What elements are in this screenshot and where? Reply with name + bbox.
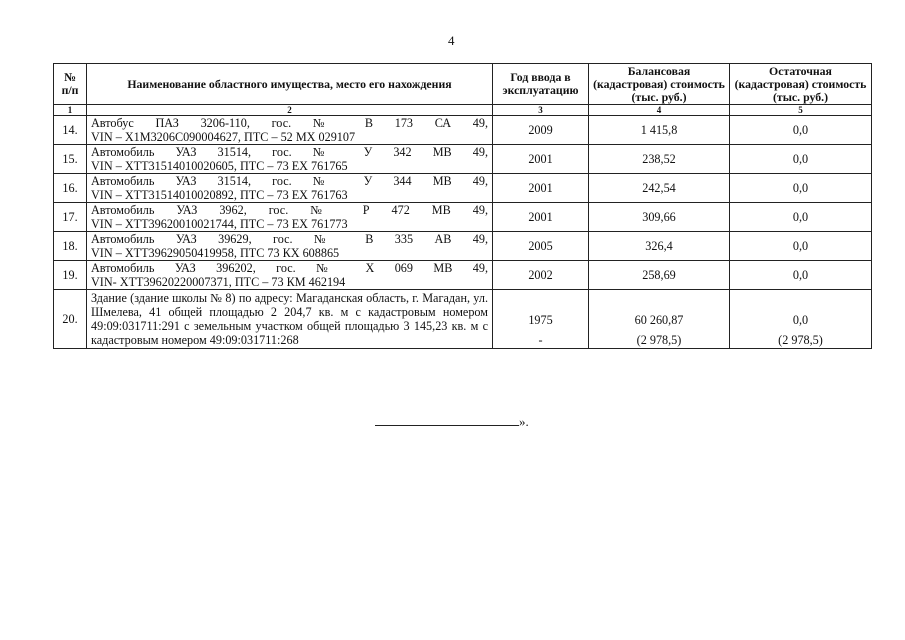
table-row xyxy=(54,116,872,145)
column-number: 4 xyxy=(589,105,730,116)
row-year: 2009 xyxy=(493,116,589,145)
closing-line xyxy=(375,414,529,430)
table-row xyxy=(54,145,872,174)
column-number-row xyxy=(54,105,872,116)
description-line: Автомобиль УАЗ 31514, гос. № У 342 МВ 49, xyxy=(91,145,488,159)
row-balance: 309,66 xyxy=(589,203,730,232)
value-bottom: (2 978,5) xyxy=(778,333,823,347)
description-line: VIN- XTT39620220007371, ПТС – 73 КМ 462194 xyxy=(91,275,346,289)
header-balance: Балансовая (кадастровая) стоимость (тыс. руб.) xyxy=(589,64,730,105)
row-number: 14. xyxy=(54,116,87,145)
row-description xyxy=(87,116,493,145)
row-number: 17. xyxy=(54,203,87,232)
description-line: VIN – XTT39620010021744, ПТС – 73 ЕХ 761773 xyxy=(91,217,348,231)
row-number: 18. xyxy=(54,232,87,261)
header-row xyxy=(54,64,872,105)
row-year: 2001 xyxy=(493,174,589,203)
row-residual xyxy=(730,290,872,349)
row-balance: 1 415,8 xyxy=(589,116,730,145)
description-line: Автомобиль УАЗ 396202, гос. № Х 069 МВ 49, xyxy=(91,261,488,275)
signature-rule xyxy=(375,414,519,426)
row-year: 2001 xyxy=(493,145,589,174)
column-number: 3 xyxy=(493,105,589,116)
row-number: 16. xyxy=(54,174,87,203)
row-description xyxy=(87,261,493,290)
row-balance: 326,4 xyxy=(589,232,730,261)
row-year: 2005 xyxy=(493,232,589,261)
row-year xyxy=(493,290,589,349)
row-residual: 0,0 xyxy=(730,174,872,203)
row-description: Здание (здание школы № 8) по адресу: Магаданская область, г. Магадан, ул. Шмелева, 41 общей площадью 2 204,7 кв. м с кадастровым номером 49:09:031711:291 с земельным участком общей площадью 3 145,23 кв. м с кадастровым номером 49:09:031711:268 xyxy=(87,290,493,349)
header-num: № п/п xyxy=(54,64,87,105)
row-balance: 238,52 xyxy=(589,145,730,174)
property-table xyxy=(53,63,872,349)
table-row xyxy=(54,290,872,349)
description-line: VIN – XTT39629050419958, ПТС 73 КХ 608865 xyxy=(91,246,340,260)
row-balance xyxy=(589,290,730,349)
row-description xyxy=(87,203,493,232)
page-number: 4 xyxy=(448,33,455,48)
row-residual: 0,0 xyxy=(730,232,872,261)
value-bottom: - xyxy=(538,333,543,347)
row-number: 19. xyxy=(54,261,87,290)
description-line: VIN – X1M3206C090004627, ПТС – 52 MX 029107 xyxy=(91,130,356,144)
row-number: 20. xyxy=(54,290,87,349)
row-number: 15. xyxy=(54,145,87,174)
column-number: 5 xyxy=(730,105,872,116)
description-line: Автомобиль УАЗ 39629, гос. № В 335 АВ 49, xyxy=(91,232,488,246)
table-row xyxy=(54,203,872,232)
description-line: Автомобиль УАЗ 3962, гос. № Р 472 МВ 49, xyxy=(91,203,488,217)
row-balance: 258,69 xyxy=(589,261,730,290)
row-residual: 0,0 xyxy=(730,116,872,145)
row-residual: 0,0 xyxy=(730,203,872,232)
value-bottom: (2 978,5) xyxy=(636,333,682,347)
description-line: Автомобиль УАЗ 31514, гос. № У 344 МВ 49, xyxy=(91,174,488,188)
header-year: Год ввода в эксплуатацию xyxy=(493,64,589,105)
closing-mark: ». xyxy=(519,414,529,429)
row-description xyxy=(87,174,493,203)
column-number: 2 xyxy=(87,105,493,116)
description-line: VIN – XTT31514010020892, ПТС – 73 ЕХ 761763 xyxy=(91,188,348,202)
column-number: 1 xyxy=(54,105,87,116)
value-top: 1975 xyxy=(528,312,553,327)
table-row xyxy=(54,261,872,290)
row-residual: 0,0 xyxy=(730,261,872,290)
value-top: 60 260,87 xyxy=(634,312,684,327)
row-year: 2001 xyxy=(493,203,589,232)
row-description xyxy=(87,232,493,261)
row-balance: 242,54 xyxy=(589,174,730,203)
table-row xyxy=(54,232,872,261)
row-year: 2002 xyxy=(493,261,589,290)
row-description xyxy=(87,145,493,174)
row-residual: 0,0 xyxy=(730,145,872,174)
header-name: Наименование областного имущества, место его нахождения xyxy=(87,64,493,105)
table-row xyxy=(54,174,872,203)
header-residual: Остаточная (кадастровая) стоимость (тыс. руб.) xyxy=(730,64,872,105)
value-top: 0,0 xyxy=(792,312,809,327)
description-line: VIN – XTT31514010020605, ПТС – 73 ЕХ 761765 xyxy=(91,159,348,173)
description-line: Автобус ПАЗ 3206-110, гос. № В 173 СА 49, xyxy=(91,116,488,130)
